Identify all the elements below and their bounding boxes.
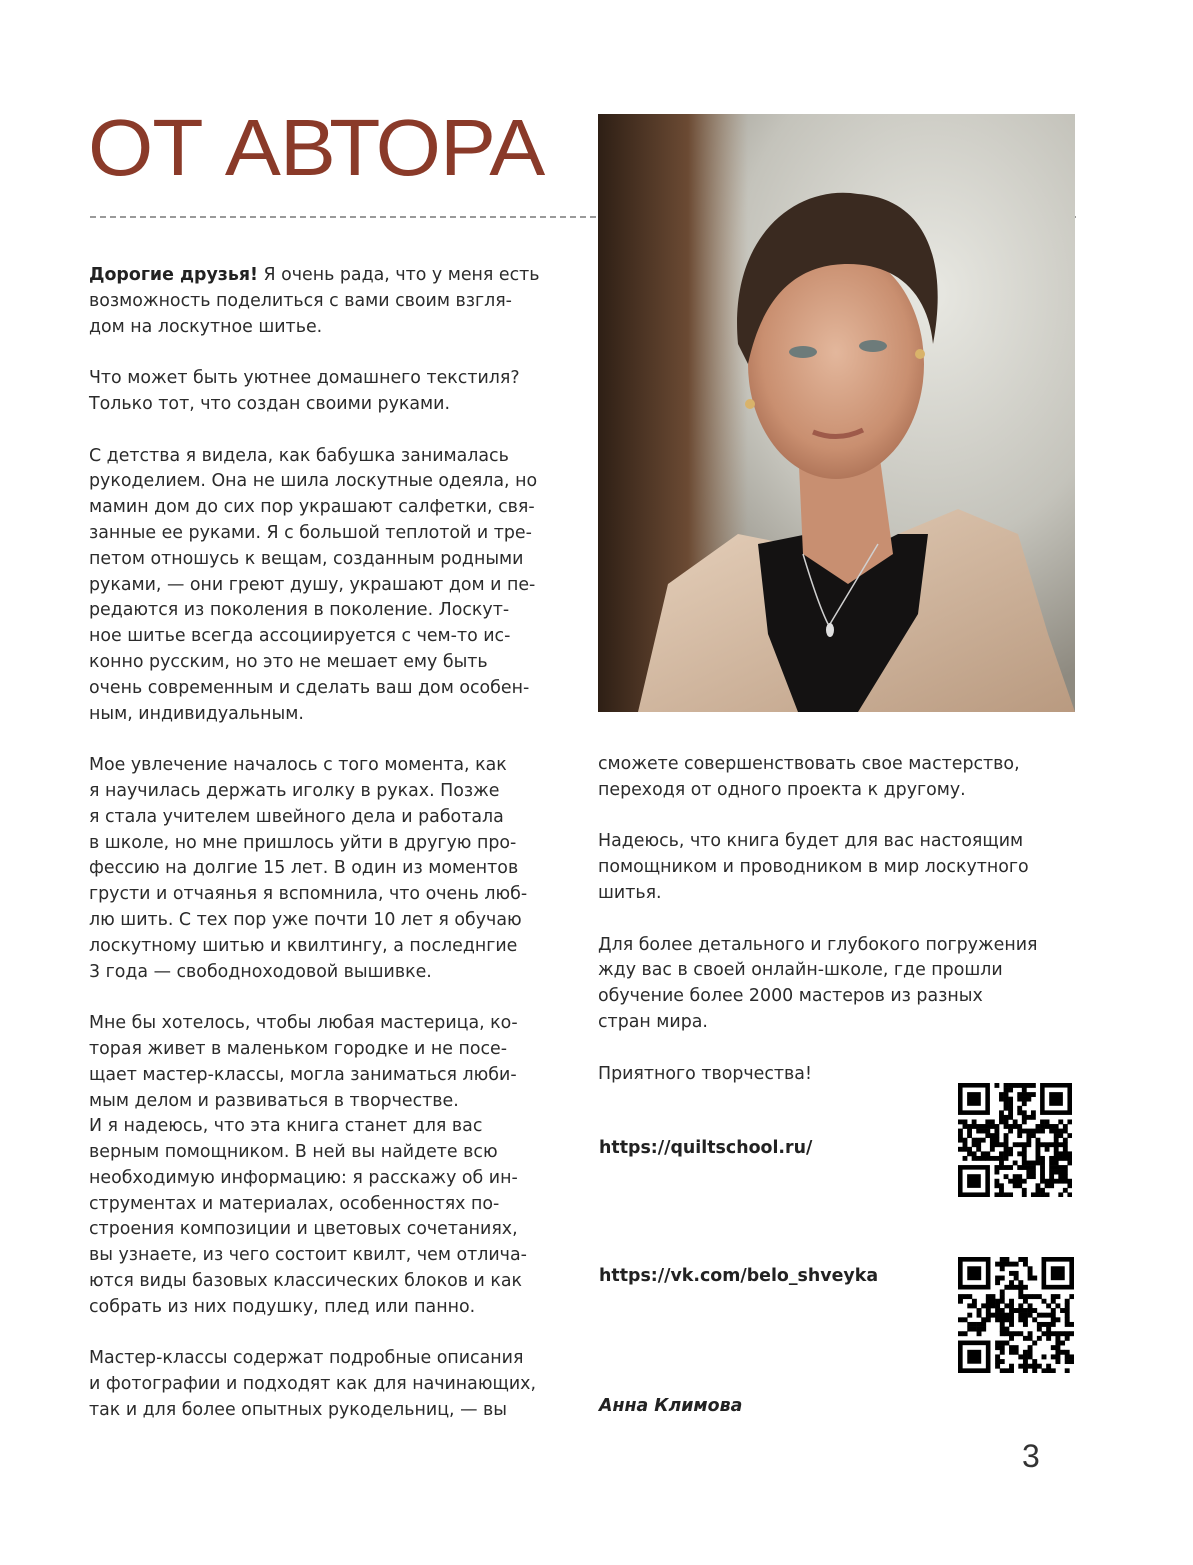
body-paragraph: Мастер-классы содержат подробные описания и фотографии и подходят как для начинающих, так и для более опытных рукодельниц, — вы xyxy=(89,1348,536,1421)
body-paragraph: Надеюсь, что книга будет для вас настоящим помощником и проводником в мир лоскутного шитья. xyxy=(598,831,1029,903)
quiltschool-link[interactable]: https://quiltschool.ru/ xyxy=(599,1138,813,1158)
page-number: 3 xyxy=(1022,1438,1040,1474)
body-paragraph: С детства я видела, как бабушка занималась рукоделием. Она не шила лоскутные одеяла, но мамин дом до сих пор украшают салфетки, свя- занные ее руками. Я с большой теплотой и тре- петом отношусь к вещам, созданным родными руками, — они греют душу, украшают дом и пе- редаются из поколения в поколение. Лоскут- ное шитье всегда ассоциируется с чем-то ис- конно русским, но это не мешает ему быть очень современным и сделать ваш дом особен- ным, индивидуальным. xyxy=(89,445,538,724)
body-paragraph: Для более детального и глубокого погружения жду вас в своей онлайн-школе, где прошли обучение более 2000 мастеров из разных стран мира. xyxy=(598,934,1038,1032)
body-paragraph: Мне бы хотелось, чтобы любая мастерица, ко- торая живет в маленьком городке и не посе- щает мастер-классы, могла заниматься люби- мым делом и развиваться в творчестве. И я надеюсь, что эта книга станет для вас верным помощником. В ней вы найдете всю необходимую информацию: я расскажу об ин- струментах и материалах, особенностях по- строения композиции и цветовых сочетаниях, вы узнаете, из чего состоит квилт, чем отлича- ются виды базовых классических блоков и как собрать из них подушку, плед или панно. xyxy=(89,1013,527,1317)
author-photo xyxy=(598,114,1075,712)
vk-link[interactable]: https://vk.com/belo_shveyka xyxy=(599,1266,879,1286)
page-title: ОТ АВТОРА xyxy=(88,103,545,192)
author-portrait-illustration xyxy=(598,114,1075,712)
left-text-column xyxy=(89,263,567,1450)
body-paragraph: сможете совершенствовать свое мастерство, переходя от одного проекта к другому. xyxy=(598,754,1020,800)
intro-paragraph xyxy=(89,263,567,340)
vk-qr-code xyxy=(958,1257,1074,1373)
body-paragraph: Что может быть уютнее домашнего текстиля? Только тот, что создан своими руками. xyxy=(89,368,520,414)
right-text-column xyxy=(598,752,1080,1113)
quiltschool-qr-code xyxy=(958,1083,1072,1197)
intro-text: Я очень рада, что у меня есть возможность поделиться с вами своим взгля- дом на лоскутное шитье. xyxy=(89,265,540,337)
closing-line: Приятного творчества! xyxy=(598,1063,812,1084)
intro-greeting: Дорогие друзья! xyxy=(89,265,258,285)
body-paragraph: Мое увлечение началось с того момента, как я научилась держать иголку в руках. Позже я стала учителем швейного дела и работала в школе, но мне пришлось уйти в другую про- фессию на долгие 15 лет. В один из моментов грусти и отчаянья я вспомнила, что очень люб- лю шить. С тех пор уже почти 10 лет я обучаю лоскутному шитью и квилтингу, а последнгие 3 года — свободноходовой вышивке. xyxy=(89,755,528,982)
qr-code-graphic xyxy=(958,1083,1072,1197)
author-signature: Анна Климова xyxy=(599,1396,743,1416)
qr-code-graphic xyxy=(958,1257,1074,1373)
